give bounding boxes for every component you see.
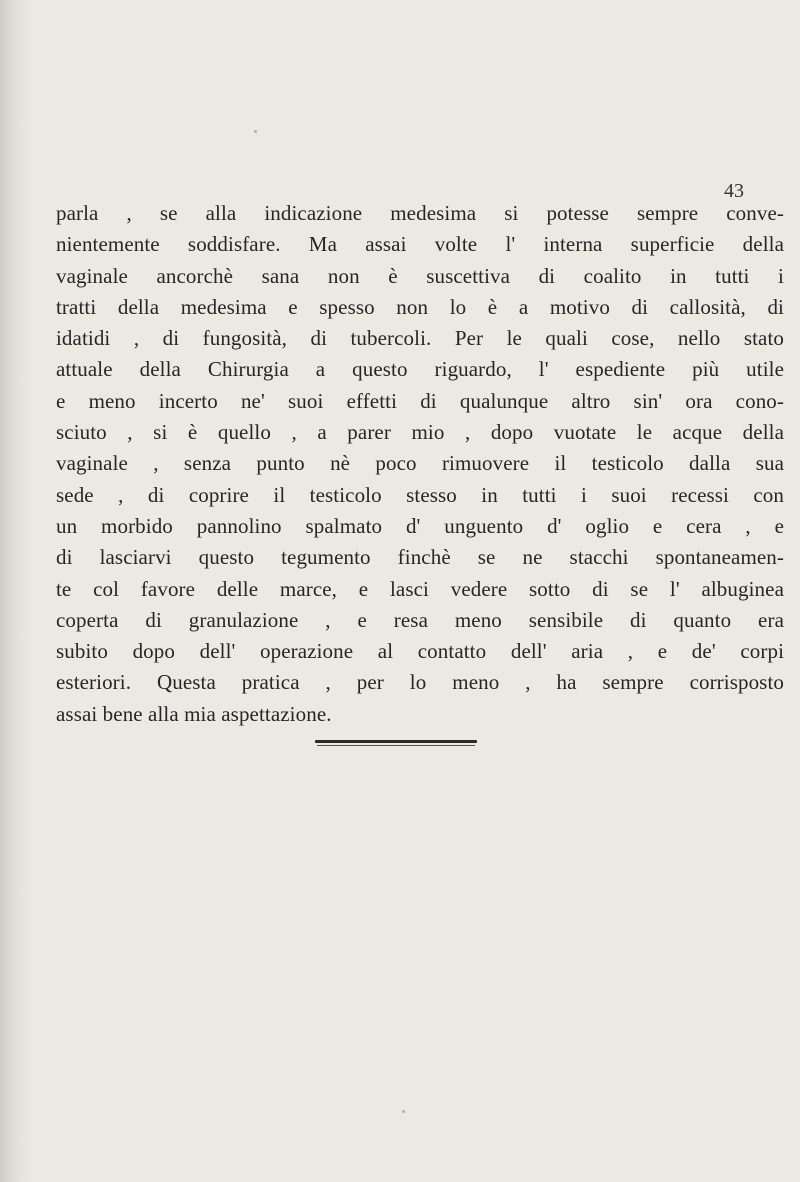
page-number: 43 xyxy=(724,180,744,202)
text-line: parla , se alla indicazione medesima si potesse sempre conve- xyxy=(56,201,784,225)
body-text xyxy=(56,198,784,730)
text-line: te col favore delle marce, e lasci vedere sotto di se l' albuginea xyxy=(56,576,784,601)
rule-thin xyxy=(317,745,475,746)
text-line: di lasciarvi questo tegumento finchè se ne stacchi spontaneamen- xyxy=(56,545,784,570)
text-line: subito dopo dell' operazione al contatto dell' aria , e de' corpi xyxy=(56,639,784,664)
text-line: tratti della medesima e spesso non lo è a motivo di callosità, di xyxy=(56,294,784,319)
text-line: attuale della Chirurgia a questo riguardo, l' espediente più utile xyxy=(56,357,784,382)
paper-speck xyxy=(254,130,257,133)
rule-thick xyxy=(315,740,477,743)
text-line: assai bene alla mia aspettazione. xyxy=(56,701,332,726)
text-line: esteriori. Questa pratica , per lo meno , ha sempre corrisposto xyxy=(56,670,784,695)
text-line: vaginale ancorchè sana non è suscettiva di coalito in tutti i xyxy=(56,263,784,288)
text-line: un morbido pannolino spalmato d' unguento d' oglio e cera , e xyxy=(56,513,784,538)
text-line: coperta di granulazione , e resa meno sensibile di quanto era xyxy=(56,607,784,632)
text-line: e meno incerto ne' suoi effetti di qualunque altro sin' ora cono- xyxy=(56,388,784,413)
text-line: sciuto , si è quello , a parer mio , dopo vuotate le acque della xyxy=(56,420,784,445)
text-line: sede , di coprire il testicolo stesso in tutti i suoi recessi con xyxy=(56,482,784,507)
page-edge-shadow xyxy=(0,0,34,1182)
paper-speck xyxy=(402,1110,405,1113)
text-line: nientemente soddisfare. Ma assai volte l' interna superficie della xyxy=(56,232,784,257)
text-line: vaginale , senza punto nè poco rimuovere il testicolo dalla sua xyxy=(56,451,784,476)
section-end-rule xyxy=(315,740,477,746)
text-line: idatidi , di fungosità, di tubercoli. Per le quali cose, nello stato xyxy=(56,326,784,351)
